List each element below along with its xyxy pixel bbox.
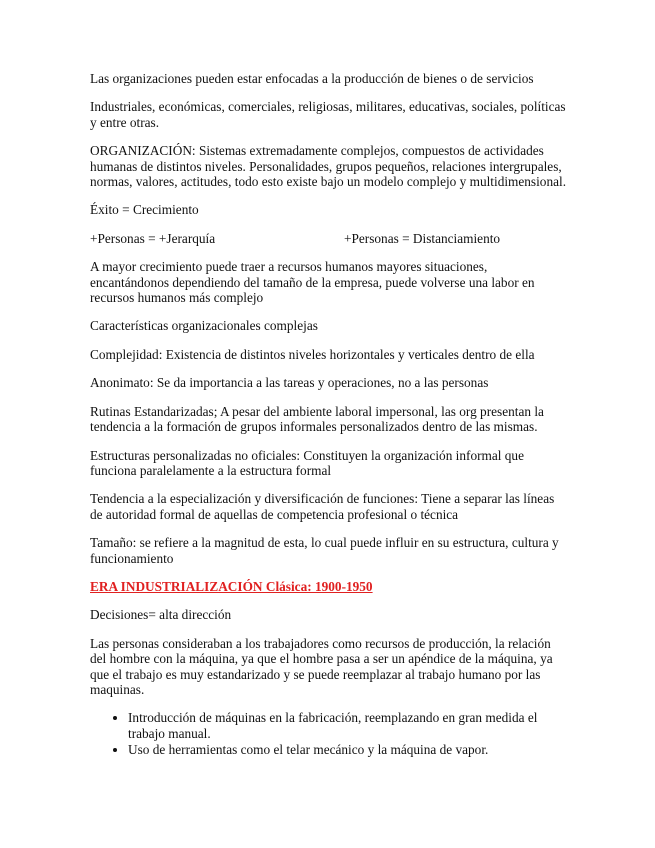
paragraph-rutinas: Rutinas Estandarizadas; A pesar del ambiente laboral impersonal, las org presentan la tendencia a la formación de grupos informales personalizados dentro de las mismas. <box>90 403 544 435</box>
paragraph-anonimato: Anonimato: Se da importancia a las tareas y operaciones, no a las personas <box>90 375 489 391</box>
paragraph-caracteristicas: Características organizacionales complejas <box>90 318 318 334</box>
section-heading: ERA INDUSTRIALIZACIÓN Clásica: 1900-1950 <box>90 578 373 594</box>
paragraph-personas-recursos: Las personas consideraban a los trabajadores como recursos de producción, la relación del hombre con la máquina, ya que el hombre pasa a ser un apéndice de la máquina, ya que el trabajo es muy estandarizado y se puede reemplazar al trabajo humano por las maquinas. <box>90 635 553 697</box>
paragraph-estructuras: Estructuras personalizadas no oficiales: Constituyen la organización informal que funciona paralelamente a la estructura formal <box>90 447 524 478</box>
list-item: • Introducción de máquinas en la fabricación, reemplazando en gran medida el trabajo manual. <box>128 710 568 741</box>
personas-jerarquia: +Personas = +Jerarquía <box>90 230 216 246</box>
paragraph-decisiones: Decisiones= alta dirección <box>90 607 232 623</box>
bullet-list <box>90 710 568 757</box>
list-item: • Uso de herramientas como el telar mecánico y la máquina de vapor. <box>128 742 568 757</box>
paragraph-tendencia: Tendencia a la especialización y diversificación de funciones: Tiene a separar las líneas de autoridad formal de aquellas de competencia profesional o técnica <box>90 491 555 522</box>
paragraph-organizacion: ORGANIZACIÓN: Sistemas extremadamente complejos, compuestos de actividades humanas de distintos niveles. Personalidades, grupos pequeños, relaciones intergrupales, normas, valores, actitudes, todo esto existe bajo un modelo complejo y multidimensional. <box>90 143 567 190</box>
personas-distanciamiento: +Personas = Distanciamiento <box>344 230 501 246</box>
paragraph-exito: Éxito = Crecimiento <box>90 202 199 218</box>
paragraph-complejidad: Complejidad: Existencia de distintos niveles horizontales y verticales dentro de ella <box>90 346 535 362</box>
paragraph-tamano: Tamaño: se refiere a la magnitud de esta, lo cual puede influir en su estructura, cultura y funcionamiento <box>90 535 559 566</box>
paragraph-personas <box>90 231 568 246</box>
document-page <box>90 71 568 759</box>
paragraph-tipos: Industriales, económicas, comerciales, religiosas, militares, educativas, sociales, políticas y entre otras. <box>90 99 566 130</box>
paragraph-enfoque: Las organizaciones pueden estar enfocadas a la producción de bienes o de servicios <box>90 71 534 86</box>
paragraph-crecimiento: A mayor crecimiento puede traer a recursos humanos mayores situaciones, encantándonos dependiendo del tamaño de la empresa, puede volverse una labor en recursos humanos más complejo <box>90 259 535 306</box>
